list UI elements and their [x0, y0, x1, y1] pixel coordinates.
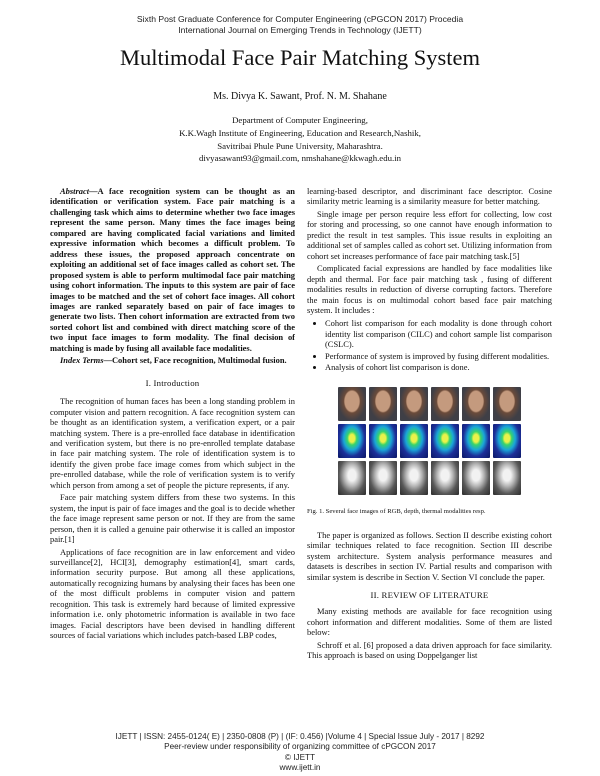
conference-line: Sixth Post Graduate Conference for Computer Engineering (cPGCON 2017) Procedia: [136, 14, 464, 24]
emails: divyasawant93@gmail.com, nmshahane@kkwagh.edu.in: [198, 153, 402, 164]
section-heading-intro: I. Introduction: [145, 377, 200, 388]
list-item: • Performance of system is improved by fusing different modalities.: [325, 351, 552, 361]
abstract-text: —A face recognition system can be thought as an identification or verification system. Face pair matching is a challenging task which aims to determine whether two face images represent the same person. Many times the face images being compared are having complicated facial variations and limited expressive information which becomes a difficult problem. To address these issues, the proposed approach concentrate on exploiting an additional set of face images called as cohort set. The proposed system is able to perform multimodal face pair matching using cohort information. The inputs to this system are pair of face images to be matched and the set of cohort face images. All cohort images are ranked separately based on pair of face images to generate two lists. Then cohort information are extracted from two sorted cohort list and combined with direct matching score of the two input face images to form modality. The final decision of matching is made by fusing all available face modalities.: [50, 186, 295, 353]
department: Department of Computer Engineering,: [232, 115, 368, 125]
abstract: [50, 186, 295, 353]
depth-face-image: [493, 424, 521, 458]
right-column: [307, 186, 552, 661]
right-paragraph-1: learning-based descriptor, and discriminant face descriptor. Cosine similarity metric learning is a similarity measure for better matching.: [307, 186, 552, 207]
thermal-face-image: [431, 461, 459, 495]
right-paragraph-4: The paper is organized as follows. Section II describe existing cohort similar techniques related to face recognition. Section III describe system architecture. System analysis performance measures and datasets is describes in section IV. Partial results and comparison with similar system is describe in Section V. Section VI conclude the paper.: [307, 529, 552, 582]
peer-review-note: Peer-review under responsibility of organizing committee of cPGCON 2017: [164, 742, 436, 752]
rgb-face-image: [462, 387, 490, 421]
figure-1: [307, 387, 552, 495]
rgb-face-image: [338, 387, 366, 421]
review-paragraph-1: Many existing methods are available for face recognition using cohort information and different modalities. Some of them are listed below:: [307, 606, 552, 638]
copyright: © IJETT: [284, 752, 316, 762]
depth-face-image: [462, 424, 490, 458]
university: Savitribai Phule Pune University, Maharashtra.: [217, 140, 383, 151]
intro-paragraph-3: Applications of face recognition are in law enforcement and video surveillance[2], HCI[3], demography estimation[4], smart cards, information security purpose. But among all these applications, automatically recognizing humans by analysing their faces has been one of the most difficult problems in computer vision and pattern recognition. This task is extremely hard because of limited expressive information i.e. only photometric information is available in two face images. Facial descriptors have been devised in handling different sources of facial variations which includes patch-based LBP codes,: [50, 546, 295, 641]
rgb-face-image: [369, 387, 397, 421]
rgb-face-image: [493, 387, 521, 421]
contribution-list: [307, 318, 552, 372]
depth-face-image: [369, 424, 397, 458]
abstract-label: Abstract: [60, 186, 90, 196]
institute: K.K.Wagh Institute of Engineering, Education and Research,Nashik,: [179, 127, 421, 138]
figure-caption: Fig. 1. Several face images of RGB, depth, thermal modalities resp.: [307, 507, 486, 515]
authors: Ms. Divya K. Sawant, Prof. N. M. Shahane: [213, 91, 387, 102]
left-column: [50, 186, 295, 641]
journal-info: IJETT | ISSN: 2455-0124( E) | 2350-0808 (P) | (IF: 0.456) |Volume 4 | Special Issue July - 2017 | 8292: [115, 732, 485, 741]
index-terms-label: Index Terms: [60, 355, 104, 366]
section-heading-review: II. REVIEW OF LITERATURE: [370, 589, 489, 600]
right-paragraph-3: Complicated facial expressions are handled by face modalities like depth and thermal. For face pair matching task , fusing of different modalities results in reduction of diverse corrupting factors. Therefore the main focus is on multimodal cohort based face pair matching system. It includes :: [307, 263, 552, 315]
index-terms-text: —Cohort set, Face recognition, Multimodal fusion.: [103, 355, 287, 366]
depth-face-image: [431, 424, 459, 458]
intro-paragraph-2: Face pair matching system differs from these two systems. In this system, the input is pair of face images and the goal is to decide whether the face image represent same person or not. If they are from the same person, then it is called a genuine pair otherwise it is called an impostor pair.[1]: [50, 492, 295, 545]
thermal-face-image: [493, 461, 521, 495]
intro-paragraph-1: The recognition of human faces has been a long standing problem in computer vision and pattern recognition. A face recognition system can be thought as an identification system, a verification expert, or a pair matching system. There is a pre-enrolled face database in identification and verification system, but there is no pre-enrolled template database in face pair matching system. The role of identification system is to identify the given probe face image comes from which subject in the pre-enrolled database, while the role of verification system is to verify which person from among a set of people the picture represents, if any.: [50, 396, 295, 490]
thermal-face-image: [400, 461, 428, 495]
website-link[interactable]: www.ijett.in: [279, 762, 321, 772]
list-item: • Analysis of cohort list comparison is done.: [325, 362, 552, 372]
rgb-face-image: [431, 387, 459, 421]
review-paragraph-2: Schroff et al. [6] proposed a data driven approach for face similarity. This approach is based on using Doppelganger list: [307, 639, 552, 661]
thermal-face-image: [462, 461, 490, 495]
depth-face-image: [338, 424, 366, 458]
conference-header: [0, 14, 600, 36]
index-terms: [50, 355, 295, 365]
depth-face-image: [400, 424, 428, 458]
affiliation: [0, 114, 600, 165]
face-image-grid: [338, 387, 521, 495]
paper-title: Multimodal Face Pair Matching System: [120, 45, 480, 70]
page-footer: [0, 732, 600, 773]
journal-line: International Journal on Emerging Trends in Technology (IJETT): [178, 25, 422, 35]
list-item: • Cohort list comparison for each modality is done through cohort identity list comparison (CILC) and cohort sample list comparison (CSLC).: [325, 318, 552, 349]
thermal-face-image: [338, 461, 366, 495]
right-paragraph-2: Single image per person require less effort for collecting, low cost for storing and processing, so one cannot have enough information to predict the result in test samples. This issue results in exploiting an additional set of samples called as cohort set. Utilizing information from cohort set increases performance of face pair matching task.[5]: [307, 208, 552, 261]
rgb-face-image: [400, 387, 428, 421]
thermal-face-image: [369, 461, 397, 495]
